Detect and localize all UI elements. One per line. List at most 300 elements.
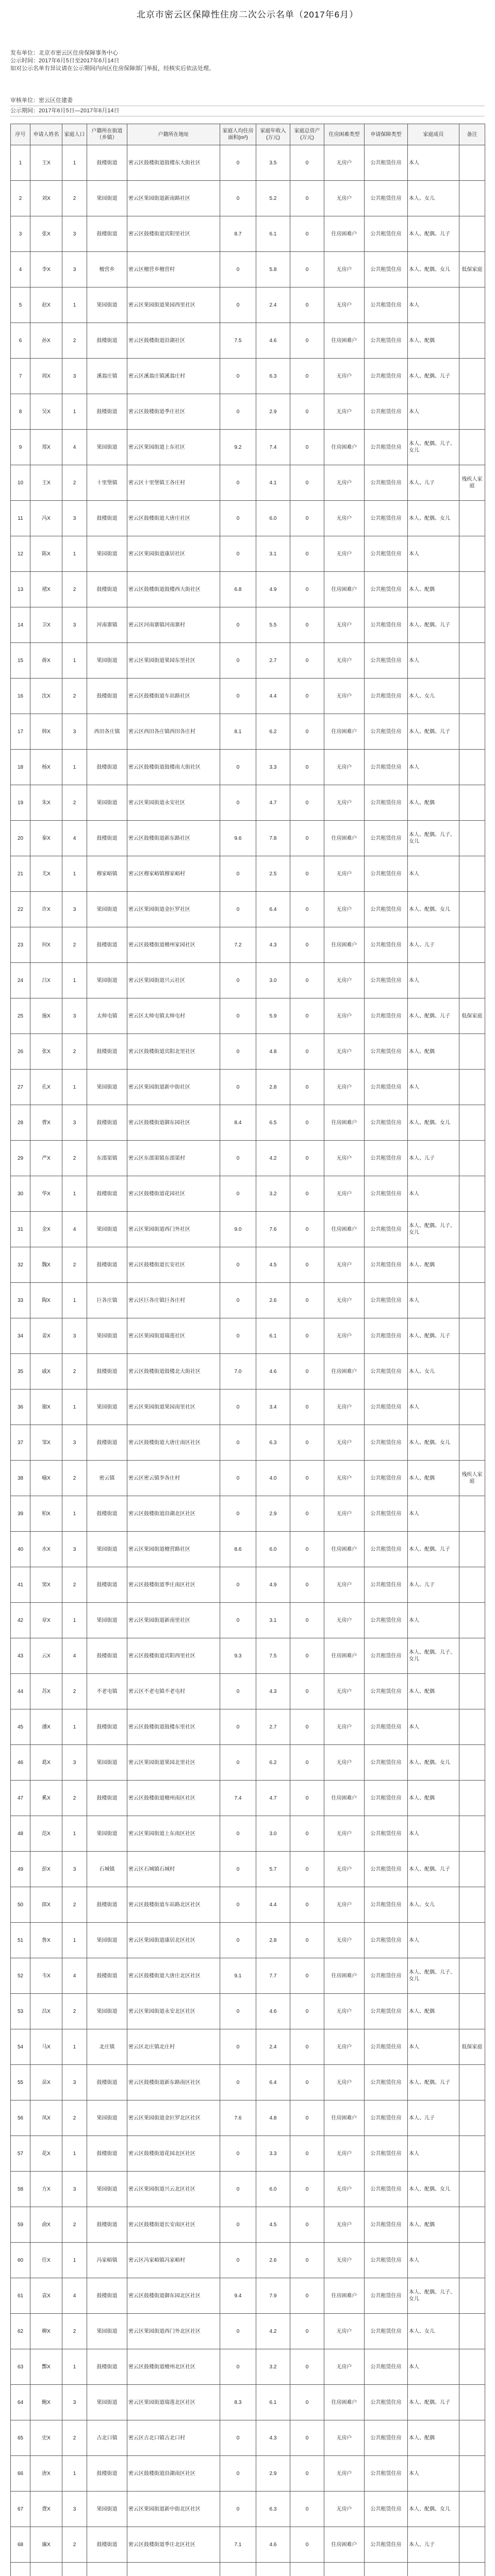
note-line: 公示时间：2017年6月5日至2017年6月14日 xyxy=(10,58,120,64)
town-cell: 鼓楼街道 xyxy=(87,501,127,536)
income-cell: 7.7 xyxy=(256,1958,290,1994)
row-number: 68 xyxy=(11,2527,30,2563)
table-body xyxy=(11,145,485,2576)
row-number: 56 xyxy=(11,2100,30,2136)
remark-cell xyxy=(459,2100,485,2136)
applicant-name: 周X xyxy=(30,359,62,394)
apply-type-cell: 公共租赁住房 xyxy=(365,1141,408,1176)
hardship-type-cell: 住房困难户 xyxy=(324,1638,365,1674)
address-cell: 密云区鼓楼街道车站路北区社区 xyxy=(127,1887,220,1923)
header-cell: 户籍所在地址 xyxy=(127,124,220,145)
remark-cell xyxy=(459,1852,485,1887)
address-cell: 密云区果园街道西门外北区社区 xyxy=(127,2314,220,2349)
table-row xyxy=(11,1638,485,1674)
note-line: 如对公示名单有异议请在公示期间内向区住房保障部门举报，经核实后依法处理。 xyxy=(10,65,214,72)
household-size: 1 xyxy=(62,1176,87,1212)
apply-type-cell: 公共租赁住房 xyxy=(365,1318,408,1354)
town-cell: 北庄镇 xyxy=(87,2029,127,2065)
applicant-name: 施X xyxy=(30,998,62,1034)
assets-cell: 0 xyxy=(290,465,324,501)
remark-cell xyxy=(459,1105,485,1141)
remark-cell xyxy=(459,927,485,963)
area-cell: 0 xyxy=(220,2349,256,2385)
table-row xyxy=(11,1283,485,1318)
hardship-type-cell: 无房户 xyxy=(324,785,365,821)
remark-cell xyxy=(459,1781,485,1816)
hardship-type-cell: 无房户 xyxy=(324,1674,365,1709)
income-cell: 7.5 xyxy=(256,1638,290,1674)
area-cell: 7.5 xyxy=(220,323,256,359)
members-cell: 本人、配偶 xyxy=(408,1247,459,1283)
assets-cell: 0 xyxy=(290,2349,324,2385)
header-cell: 家庭人均住房面积(m²) xyxy=(220,124,256,145)
applicant-name: 孔X xyxy=(30,1070,62,1105)
income-cell: 4.9 xyxy=(256,1567,290,1603)
assets-cell: 0 xyxy=(290,2456,324,2492)
address-cell: 密云区古北口镇古北口村 xyxy=(127,2420,220,2456)
applicant-name: 冯X xyxy=(30,501,62,536)
income-cell: 4.7 xyxy=(256,785,290,821)
town-cell: 果园街道 xyxy=(87,2492,127,2527)
address-cell: 密云区果园街道新南里社区 xyxy=(127,1603,220,1638)
remark-cell xyxy=(459,1141,485,1176)
address-cell: 密云区鼓楼街道长安社区 xyxy=(127,1247,220,1283)
hardship-type-cell: 住房困难户 xyxy=(324,714,365,750)
income-cell: 6.1 xyxy=(256,216,290,252)
address-cell: 密云区石城镇石城村 xyxy=(127,1852,220,1887)
members-cell: 本人、配偶、儿子 xyxy=(408,216,459,252)
hardship-type-cell: 无房户 xyxy=(324,750,365,785)
hardship-type-cell: 无房户 xyxy=(324,1176,365,1212)
row-number: 48 xyxy=(11,1816,30,1852)
applicant-name: 戚X xyxy=(30,1354,62,1389)
address-cell: 密云区鼓楼街道宾阳里社区 xyxy=(127,216,220,252)
address-cell: 密云区太师屯镇太师屯村 xyxy=(127,998,220,1034)
remark-cell xyxy=(459,572,485,607)
remark-cell xyxy=(459,1638,485,1674)
address-cell: 密云区鼓楼街道鼓楼东大街社区 xyxy=(127,145,220,181)
table-row xyxy=(11,1105,485,1141)
applicant-name: 潘X xyxy=(30,1709,62,1745)
apply-type-cell: 公共租赁住房 xyxy=(365,856,408,892)
hardship-type-cell: 无房户 xyxy=(324,856,365,892)
assets-cell: 0 xyxy=(290,2136,324,2172)
members-cell: 本人、配偶、儿子、女儿 xyxy=(408,1958,459,1994)
members-cell: 本人 xyxy=(408,394,459,430)
hardship-type-cell: 无房户 xyxy=(324,892,365,927)
table-row xyxy=(11,1674,485,1709)
area-cell: 0 xyxy=(220,1496,256,1532)
town-cell: 果园街道 xyxy=(87,1212,127,1247)
area-cell: 8.7 xyxy=(220,216,256,252)
remark-cell xyxy=(459,145,485,181)
hardship-type-cell: 无房户 xyxy=(324,1567,365,1603)
apply-type-cell: 公共租赁住房 xyxy=(365,2420,408,2456)
town-cell: 果园街道 xyxy=(87,430,127,465)
row-number: 43 xyxy=(11,1638,30,1674)
household-size: 3 xyxy=(62,501,87,536)
table-row xyxy=(11,821,485,856)
address-cell: 密云区果园街道瑞莲社区 xyxy=(127,1318,220,1354)
members-cell: 本人 xyxy=(408,1923,459,1958)
row-number: 23 xyxy=(11,927,30,963)
address-cell: 密云区果园街道金叵罗社区 xyxy=(127,892,220,927)
household-size: 2 xyxy=(62,927,87,963)
household-size: 2 xyxy=(62,465,87,501)
address-cell: 密云区果园街道新中街北区社区 xyxy=(127,2492,220,2527)
assets-cell: 0 xyxy=(290,2207,324,2243)
row-number: 57 xyxy=(11,2136,30,2172)
remark-cell xyxy=(459,501,485,536)
town-cell: 果园街道 xyxy=(87,1923,127,1958)
household-size: 1 xyxy=(62,643,87,679)
assets-cell: 0 xyxy=(290,998,324,1034)
row-number: 3 xyxy=(11,216,30,252)
town-cell: 不老屯镇 xyxy=(87,1674,127,1709)
applicant-name: 唐X xyxy=(30,2456,62,2492)
remark-cell xyxy=(459,1674,485,1709)
applicant-name: 廉X xyxy=(30,2527,62,2563)
address-cell: 密云区鼓楼街道季庄社区 xyxy=(127,394,220,430)
town-cell: 鼓楼街道 xyxy=(87,1354,127,1389)
address-cell: 密云区檀营乡檀营村 xyxy=(127,252,220,287)
remark-cell xyxy=(459,1958,485,1994)
household-size: 2 xyxy=(62,572,87,607)
apply-type-cell: 公共租赁住房 xyxy=(365,252,408,287)
assets-cell: 0 xyxy=(290,821,324,856)
household-size: 3 xyxy=(62,2065,87,2100)
area-cell: 0 xyxy=(220,785,256,821)
applicant-name: 华X xyxy=(30,1176,62,1212)
applicant-name: 章X xyxy=(30,1603,62,1638)
row-number: 46 xyxy=(11,1745,30,1781)
hardship-type-cell: 无房户 xyxy=(324,1070,365,1105)
row-number: 34 xyxy=(11,1318,30,1354)
applicant-name: 吕X xyxy=(30,963,62,998)
town-cell: 果园街道 xyxy=(87,536,127,572)
assets-cell: 0 xyxy=(290,2314,324,2349)
income-cell: 4.2 xyxy=(256,1141,290,1176)
household-size: 2 xyxy=(62,2100,87,2136)
household-size: 1 xyxy=(62,145,87,181)
table-row xyxy=(11,1709,485,1745)
income-cell: 4.3 xyxy=(256,927,290,963)
table-row xyxy=(11,2029,485,2065)
address-cell: 密云区果园街道西门外社区 xyxy=(127,1212,220,1247)
header-cell: 住房困难类型 xyxy=(324,124,365,145)
assets-cell: 0 xyxy=(290,536,324,572)
address-cell: 密云区鼓楼街道花园北区社区 xyxy=(127,2136,220,2172)
applicant-name: 李X xyxy=(30,252,62,287)
row-number: 59 xyxy=(11,2207,30,2243)
table-row xyxy=(11,963,485,998)
members-cell: 本人 xyxy=(408,1496,459,1532)
remark-cell xyxy=(459,1994,485,2029)
applicant-name: 杨X xyxy=(30,750,62,785)
remark-cell xyxy=(459,2243,485,2278)
table-row xyxy=(11,2207,485,2243)
row-number: 25 xyxy=(11,998,30,1034)
members-cell: 本人、儿子 xyxy=(408,1141,459,1176)
income-cell: 4.4 xyxy=(256,1887,290,1923)
area-cell xyxy=(220,2563,256,2576)
row-number: 37 xyxy=(11,1425,30,1461)
household-size: 2 xyxy=(62,323,87,359)
household-size: 1 xyxy=(62,394,87,430)
income-cell: 6.5 xyxy=(256,1105,290,1141)
members-cell: 本人、配偶、儿子 xyxy=(408,1318,459,1354)
address-cell: 密云区果园街道瑞莲北区社区 xyxy=(127,2385,220,2420)
assets-cell: 0 xyxy=(290,679,324,714)
apply-type-cell: 公共租赁住房 xyxy=(365,1958,408,1994)
applicant-name: 韩X xyxy=(30,714,62,750)
household-size: 2 xyxy=(62,1567,87,1603)
apply-type-cell: 公共租赁住房 xyxy=(365,892,408,927)
apply-type-cell: 公共租赁住房 xyxy=(365,323,408,359)
applicant-name: 苏X xyxy=(30,1674,62,1709)
table-row xyxy=(11,1496,485,1532)
household-size: 1 xyxy=(62,536,87,572)
hardship-type-cell: 无房户 xyxy=(324,643,365,679)
remark-cell xyxy=(459,1389,485,1425)
hardship-type-cell: 无房户 xyxy=(324,1496,365,1532)
remark-cell xyxy=(459,1034,485,1070)
address-cell: 密云区鼓楼街道季庄南区社区 xyxy=(127,1567,220,1603)
income-cell: 4.5 xyxy=(256,2207,290,2243)
applicant-name: 王X xyxy=(30,465,62,501)
assets-cell: 0 xyxy=(290,1247,324,1283)
hardship-type-cell: 无房户 xyxy=(324,2314,365,2349)
hardship-type-cell: 无房户 xyxy=(324,287,365,323)
remark-cell xyxy=(459,607,485,643)
applicant-name: 俞X xyxy=(30,2207,62,2243)
town-cell: 果园街道 xyxy=(87,785,127,821)
table-row xyxy=(11,1567,485,1603)
remark-cell xyxy=(459,2349,485,2385)
address-cell: 密云区鼓楼街道大唐庄北区社区 xyxy=(127,1958,220,1994)
applicant-name: 马X xyxy=(30,2029,62,2065)
members-cell: 本人、配偶、儿子 xyxy=(408,2065,459,2100)
area-cell: 0 xyxy=(220,465,256,501)
town-cell: 鼓楼街道 xyxy=(87,2278,127,2314)
table-row xyxy=(11,2527,485,2563)
members-cell: 本人、女儿 xyxy=(408,181,459,216)
hardship-type-cell: 无房户 xyxy=(324,2420,365,2456)
members-cell: 本人、配偶、儿子 xyxy=(408,998,459,1034)
applicant-name: 奚X xyxy=(30,1781,62,1816)
remark-cell xyxy=(459,1354,485,1389)
town-cell: 果园街道 xyxy=(87,2100,127,2136)
apply-type-cell: 公共租赁住房 xyxy=(365,1709,408,1745)
header-cell: 户籍所在街道（乡镇） xyxy=(87,124,127,145)
apply-type-cell: 公共租赁住房 xyxy=(365,1070,408,1105)
household-size: 4 xyxy=(62,1958,87,1994)
income-cell: 6.3 xyxy=(256,2492,290,2527)
income-cell: 3.1 xyxy=(256,536,290,572)
area-cell: 8.6 xyxy=(220,1532,256,1567)
row-number: 32 xyxy=(11,1247,30,1283)
assets-cell: 0 xyxy=(290,2065,324,2100)
remark-cell xyxy=(459,2456,485,2492)
income-cell: 2.4 xyxy=(256,2029,290,2065)
area-cell: 9.3 xyxy=(220,1638,256,1674)
row-number: 47 xyxy=(11,1781,30,1816)
household-size: 2 xyxy=(62,1994,87,2029)
applicant-name: 秦X xyxy=(30,821,62,856)
row-number: 11 xyxy=(11,501,30,536)
table-row xyxy=(11,501,485,536)
assets-cell: 0 xyxy=(290,145,324,181)
area-cell: 0 xyxy=(220,1709,256,1745)
address-cell: 密云区果园街道康居北区社区 xyxy=(127,1923,220,1958)
members-cell: 本人、配偶、儿子、女儿 xyxy=(408,2278,459,2314)
assets-cell: 0 xyxy=(290,572,324,607)
apply-type-cell: 公共租赁住房 xyxy=(365,2349,408,2385)
apply-type-cell: 公共租赁住房 xyxy=(365,1354,408,1389)
address-cell: 密云区鼓楼街道大唐庄社区 xyxy=(127,501,220,536)
applicant-name: 许X xyxy=(30,892,62,927)
income-cell: 4.0 xyxy=(256,1461,290,1496)
row-number: 64 xyxy=(11,2385,30,2420)
assets-cell: 0 xyxy=(290,1283,324,1318)
table-row xyxy=(11,1389,485,1425)
income-cell: 6.2 xyxy=(256,1745,290,1781)
row-number: 60 xyxy=(11,2243,30,2278)
town-cell: 鼓楼街道 xyxy=(87,1034,127,1070)
address-cell: 密云区果园街道永安北区社区 xyxy=(127,1994,220,2029)
area-cell: 9.2 xyxy=(220,430,256,465)
assets-cell xyxy=(290,2563,324,2576)
apply-type-cell: 公共租赁住房 xyxy=(365,1674,408,1709)
assets-cell: 0 xyxy=(290,1887,324,1923)
apply-type-cell: 公共租赁住房 xyxy=(365,1496,408,1532)
apply-type-cell: 公共租赁住房 xyxy=(365,785,408,821)
area-cell: 0 xyxy=(220,1425,256,1461)
household-size: 2 xyxy=(62,1781,87,1816)
row-number: 54 xyxy=(11,2029,30,2065)
row-number: 12 xyxy=(11,536,30,572)
address-cell: 密云区北庄镇北庄村 xyxy=(127,2029,220,2065)
address-cell: 密云区果园街道果园东里社区 xyxy=(127,643,220,679)
area-cell: 0 xyxy=(220,1461,256,1496)
income-cell: 2.9 xyxy=(256,394,290,430)
apply-type-cell xyxy=(365,2563,408,2576)
row-number: 20 xyxy=(11,821,30,856)
household-size: 3 xyxy=(62,2172,87,2207)
remark-cell xyxy=(459,2136,485,2172)
table-row xyxy=(11,1603,485,1638)
applicant-name: 张X xyxy=(30,216,62,252)
income-cell: 6.3 xyxy=(256,359,290,394)
address-cell: 密云区果园街道新中街社区 xyxy=(127,1070,220,1105)
applicant-name: 柏X xyxy=(30,1496,62,1532)
town-cell: 鼓楼街道 xyxy=(87,394,127,430)
apply-type-cell: 公共租赁住房 xyxy=(365,927,408,963)
table-row xyxy=(11,1070,485,1105)
apply-type-cell: 公共租赁住房 xyxy=(365,2278,408,2314)
table-row xyxy=(11,145,485,181)
header-cell: 家庭人口 xyxy=(62,124,87,145)
remark-cell xyxy=(459,1923,485,1958)
area-cell: 8.3 xyxy=(220,2385,256,2420)
hardship-type-cell: 无房户 xyxy=(324,501,365,536)
household-size: 4 xyxy=(62,430,87,465)
area-cell: 0 xyxy=(220,2420,256,2456)
remark-cell xyxy=(459,2527,485,2563)
hardship-type-cell: 无房户 xyxy=(324,1923,365,1958)
notes-block xyxy=(10,49,485,73)
household-size: 2 xyxy=(62,1141,87,1176)
area-cell: 0 xyxy=(220,2492,256,2527)
area-cell: 0 xyxy=(220,998,256,1034)
apply-type-cell: 公共租赁住房 xyxy=(365,1852,408,1887)
address-cell: 密云区果园街道果园北里社区 xyxy=(127,1745,220,1781)
area-cell: 7.0 xyxy=(220,1354,256,1389)
hardship-type-cell: 无房户 xyxy=(324,2207,365,2243)
address-cell: 密云区鼓楼街道鼓楼东里社区 xyxy=(127,1709,220,1745)
income-cell: 2.7 xyxy=(256,1709,290,1745)
apply-type-cell: 公共租赁住房 xyxy=(365,1176,408,1212)
apply-type-cell: 公共租赁住房 xyxy=(365,2100,408,2136)
household-size: 3 xyxy=(62,714,87,750)
area-cell: 0 xyxy=(220,856,256,892)
area-cell: 0 xyxy=(220,2207,256,2243)
assets-cell: 0 xyxy=(290,607,324,643)
income-cell: 2.8 xyxy=(256,1923,290,1958)
applicant-name: 陶X xyxy=(30,1283,62,1318)
table-row xyxy=(11,998,485,1034)
assets-cell: 0 xyxy=(290,1212,324,1247)
town-cell: 古北口镇 xyxy=(87,2420,127,2456)
assets-cell: 0 xyxy=(290,1958,324,1994)
table-row xyxy=(11,1425,485,1461)
remark-cell xyxy=(459,216,485,252)
applicant-name xyxy=(30,2563,62,2576)
apply-type-cell: 公共租赁住房 xyxy=(365,643,408,679)
area-cell: 0 xyxy=(220,2136,256,2172)
apply-type-cell: 公共租赁住房 xyxy=(365,1212,408,1247)
members-cell: 本人、配偶 xyxy=(408,2207,459,2243)
apply-type-cell: 公共租赁住房 xyxy=(365,287,408,323)
income-cell: 2.7 xyxy=(256,643,290,679)
row-number: 14 xyxy=(11,607,30,643)
assets-cell: 0 xyxy=(290,2278,324,2314)
applicant-name: 葛X xyxy=(30,1745,62,1781)
hardship-type-cell: 住房困难户 xyxy=(324,821,365,856)
address-cell: 密云区鼓楼街道御东园北区社区 xyxy=(127,2278,220,2314)
area-cell: 7.2 xyxy=(220,927,256,963)
household-size: 4 xyxy=(62,821,87,856)
area-cell: 0 xyxy=(220,2243,256,2278)
address-cell: 密云区果园街道新南路社区 xyxy=(127,181,220,216)
row-number: 17 xyxy=(11,714,30,750)
members-cell: 本人、配偶、儿子 xyxy=(408,2385,459,2420)
hardship-type-cell: 无房户 xyxy=(324,1887,365,1923)
table-row xyxy=(11,892,485,927)
assets-cell: 0 xyxy=(290,501,324,536)
table-row xyxy=(11,394,485,430)
household-size: 1 xyxy=(62,1496,87,1532)
area-cell: 0 xyxy=(220,287,256,323)
town-cell: 密云镇 xyxy=(87,1461,127,1496)
address-cell: 密云区果园街道上东南区社区 xyxy=(127,1816,220,1852)
assets-cell: 0 xyxy=(290,1994,324,2029)
header-cell: 申请保障类型 xyxy=(365,124,408,145)
hardship-type-cell: 无房户 xyxy=(324,2172,365,2207)
area-cell: 0 xyxy=(220,2314,256,2349)
meta-line: 审核单位：密云区住建委 xyxy=(10,96,485,106)
assets-cell: 0 xyxy=(290,1638,324,1674)
